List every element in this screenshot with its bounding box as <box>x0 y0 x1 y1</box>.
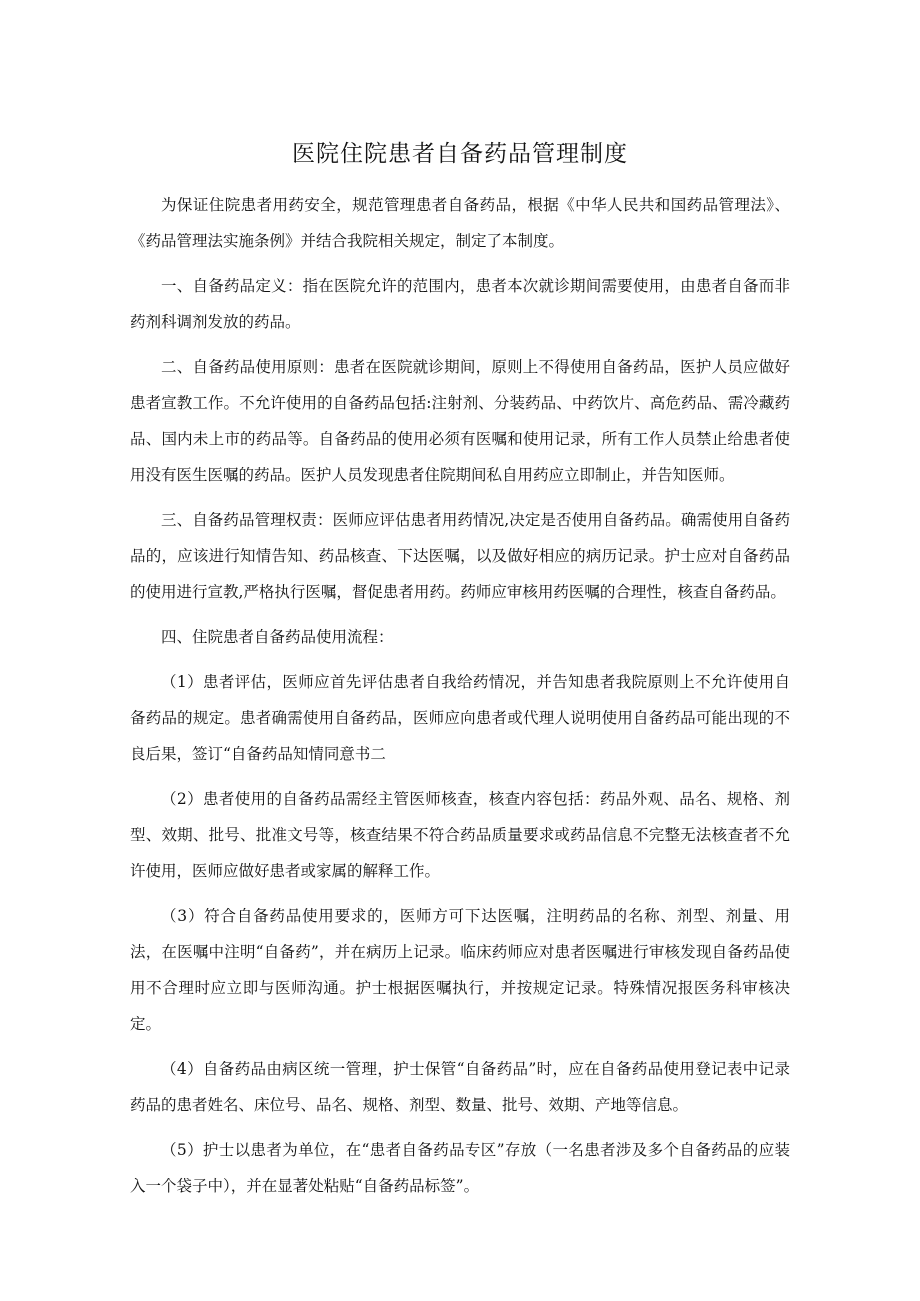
paragraph-step-4: （4）自备药品由病区统一管理，护士保管“自备药品”时，应在自备药品使用登记表中记录药品的患者姓名、床位号、品名、规格、剂型、数量、批号、效期、产地等信息。 <box>130 1060 790 1114</box>
paragraph-section-3-responsibilities: 三、自备药品管理权责：医师应评估患者用药情况,决定是否使用自备药品。确需使用自备药品的，应该进行知情告知、药品核查、下达医嘱，以及做好相应的病历记录。护士应对自备药品的使用进行宣教,严格执行医嘱，督促患者用药。药师应审核用药医嘱的合理性，核查自备药品。 <box>130 511 790 601</box>
paragraph-section-4-heading: 四、住院患者自备药品使用流程： <box>161 628 394 646</box>
paragraph-step-5: （5）护士以患者为单位，在“患者自备药品专区”存放（一名患者涉及多个自备药品的应装入一个袋子中），并在显著处粘贴“自备药品标签”。 <box>130 1141 790 1195</box>
paragraph-step-2: （2）患者使用的自备药品需经主管医师核查，核查内容包括：药品外观、品名、规格、剂型、效期、批号、批准文号等，核查结果不符合药品质量要求或药品信息不完整无法核查者不允许使用，医师应做好患者或家属的解释工作。 <box>130 790 790 880</box>
paragraph-step-3: （3）符合自备药品使用要求的，医师方可下达医嘱，注明药品的名称、剂型、剂量、用法，在医嘱中注明“自备药”，并在病历上记录。临床药师应对患者医嘱进行审核发现自备药品使用不合理时应立即与医师沟通。护士根据医嘱执行，并按规定记录。特殊情况报医务科审核决定。 <box>130 907 790 1033</box>
document-body <box>130 187 790 1213</box>
paragraph-section-1-definition: 一、自备药品定义：指在医院允许的范围内，患者本次就诊期间需要使用，由患者自备而非药剂科调剂发放的药品。 <box>130 277 790 331</box>
document-title: 医院住院患者自备药品管理制度 <box>292 141 628 167</box>
paragraph-intro: 为保证住院患者用药安全，规范管理患者自备药品，根据《中华人民共和国药品管理法》、《药品管理法实施条例》并结合我院相关规定，制定了本制度。 <box>130 196 790 250</box>
paragraph-step-1: （1）患者评估，医师应首先评估患者自我给药情况，并告知患者我院原则上不允许使用自备药品的规定。患者确需使用自备药品，医师应向患者或代理人说明使用自备药品可能出现的不良后果，签订“自备药品知情同意书二 <box>130 673 790 763</box>
paragraph-section-2-principles: 二、自备药品使用原则：患者在医院就诊期间，原则上不得使用自备药品，医护人员应做好患者宣教工作。不允许使用的自备药品包括:注射剂、分装药品、中药饮片、高危药品、需冷藏药品、国内未上市的药品等。自备药品的使用必须有医嘱和使用记录，所有工作人员禁止给患者使用没有医生医嘱的药品。医护人员发现患者住院期间私自用药应立即制止，并告知医师。 <box>130 358 790 484</box>
